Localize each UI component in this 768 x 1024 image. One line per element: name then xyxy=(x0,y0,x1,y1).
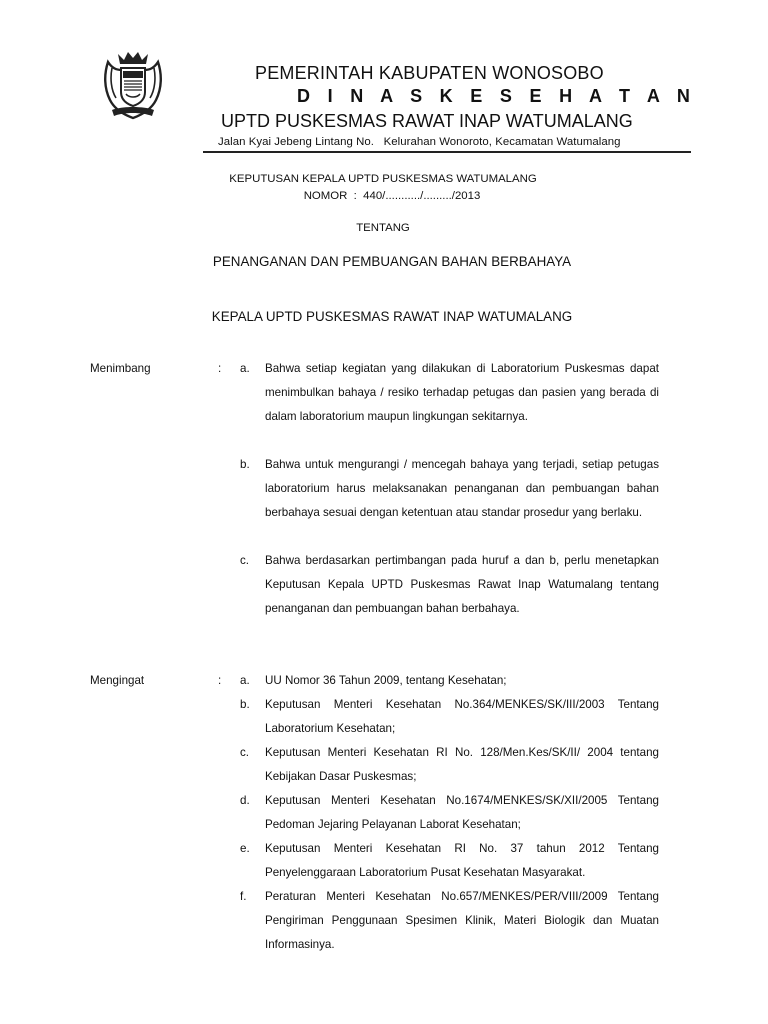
list-item-text: UU Nomor 36 Tahun 2009, tentang Kesehatan; xyxy=(265,674,507,687)
section-label: Mengingat xyxy=(90,674,145,687)
decree-heading: KEPUTUSAN KEPALA UPTD PUSKESMAS WATUMALANG xyxy=(229,173,537,185)
list-item-text: Bahwa setiap kegiatan yang dilakukan di Laboratorium Puskesmas dapat menimbulkan bahaya / resiko terhadap petugas dan pasien yang berada di dalam laboratorium maupun lingkungan sekitarnya. xyxy=(265,362,659,424)
letterhead-unit: UPTD PUSKESMAS RAWAT INAP WATUMALANG xyxy=(221,111,633,131)
list-item-text: Keputusan Menteri Kesehatan No.1674/MENKES/SK/XII/2005 Tentang Pedoman Jejaring Pelayanan Laborat Kesehatan; xyxy=(265,794,659,832)
section-colon: : xyxy=(218,674,222,687)
letterhead-government: PEMERINTAH KABUPATEN WONOSOBO xyxy=(255,63,604,83)
list-item-letter: c. xyxy=(240,554,250,567)
list-item-text: Keputusan Menteri Kesehatan RI No. 128/Men.Kes/SK/II/ 2004 tentang Kebijakan Dasar Puskesmas; xyxy=(265,746,659,784)
decree-number: NOMOR : 440/.........../........./2013 xyxy=(303,190,481,202)
list-item-text: Bahwa berdasarkan pertimbangan pada huruf a dan b, perlu menetapkan Keputusan Kepala UPTD Puskesmas Rawat Inap Watumalang tentang penanganan dan pembuangan bahan berbahaya. xyxy=(265,554,659,616)
section-colon: : xyxy=(218,362,222,375)
list-item-text: Peraturan Menteri Kesehatan No.657/MENKES/PER/VIII/2009 Tentang Pengiriman Penggunaan Spesimen Klinik, Materi Biologik dan Muatan Informasinya. xyxy=(265,890,659,952)
list-item-letter: e. xyxy=(240,842,250,855)
list-item-letter: a. xyxy=(240,674,250,687)
section-label: Menimbang xyxy=(90,362,151,375)
decree-about: TENTANG xyxy=(356,222,410,234)
list-item-letter: b. xyxy=(240,458,250,471)
letterhead-divider xyxy=(203,151,691,153)
list-item-letter: d. xyxy=(240,794,250,807)
list-item-letter: b. xyxy=(240,698,250,711)
letterhead-department: D I N A S K E S E H A T A N xyxy=(297,86,697,106)
letterhead-address: Jalan Kyai Jebeng Lintang No. Kelurahan Wonoroto, Kecamatan Watumalang xyxy=(218,136,621,148)
list-item-letter: c. xyxy=(240,746,250,759)
list-item-text: Bahwa untuk mengurangi / mencegah bahaya yang terjadi, setiap petugas laboratorium harus melaksanakan penanganan dan pembuangan bahan berbahaya sesuai dengan ketentuan atau standar prosedur yang berlaku. xyxy=(265,458,659,520)
kabupaten-wonosobo-emblem-icon xyxy=(104,48,162,122)
decree-issuer: KEPALA UPTD PUSKESMAS RAWAT INAP WATUMALANG xyxy=(211,309,573,324)
list-item-text: Keputusan Menteri Kesehatan RI No. 37 tahun 2012 Tentang Penyelenggaraan Laboratorium Pusat Kesehatan Masyarakat. xyxy=(265,842,659,880)
list-item-letter: a. xyxy=(240,362,250,375)
list-item-text: Keputusan Menteri Kesehatan No.364/MENKES/SK/III/2003 Tentang Laboratorium Kesehatan; xyxy=(265,698,659,736)
list-item-letter: f. xyxy=(240,890,247,903)
decree-subject: PENANGANAN DAN PEMBUANGAN BAHAN BERBAHAYA xyxy=(212,254,572,269)
